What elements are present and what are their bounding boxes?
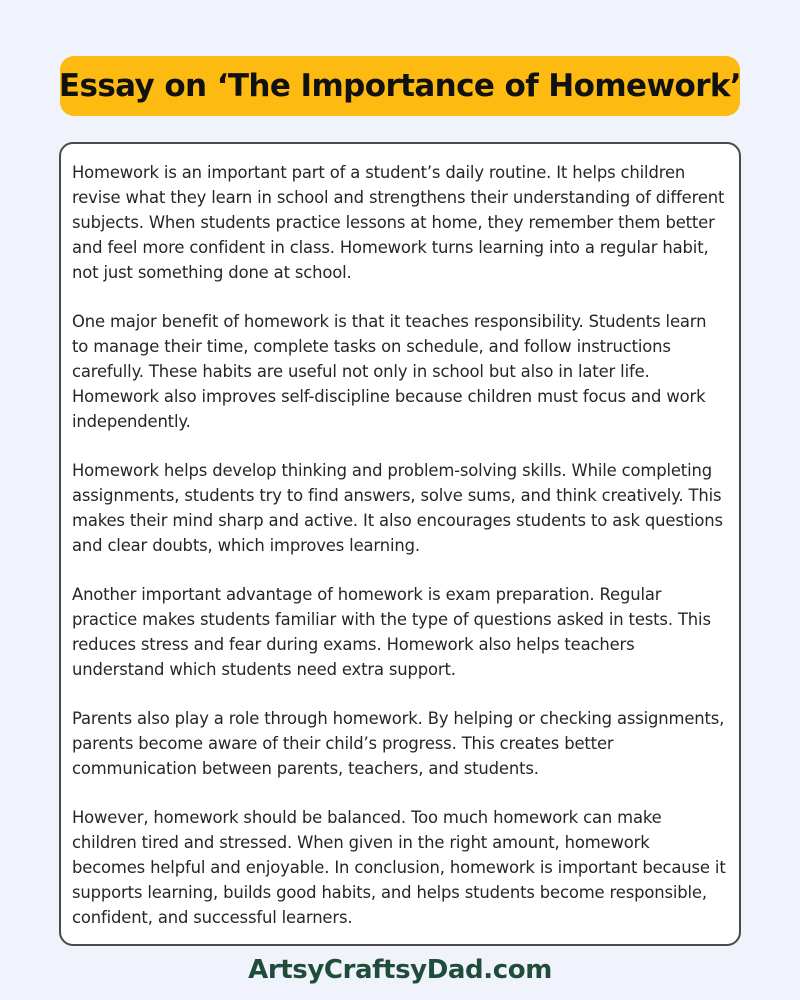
footer-brand: ArtsyCraftsyDad.com [248,955,552,985]
essay-paragraph-4: Another important advantage of homework is exam preparation. Regular practice makes students familiar with the type of questions asked in tests. This reduces stress and fear during exams. Homework also helps teachers understand which students need extra support. [72,585,711,679]
title-banner [60,56,740,116]
essay-paragraph-5: Parents also play a role through homework. By helping or checking assignments, parents become aware of their child’s progress. This creates better communication between parents, teachers, and students. [72,709,725,778]
essay-body [59,142,741,946]
essay-paragraph-6: However, homework should be balanced. Too much homework can make children tired and stressed. When given in the right amount, homework becomes helpful and enjoyable. In conclusion, homework is important because it supports learning, builds good habits, and helps students become responsible, confident, and successful learners. [72,808,726,927]
page-title: Essay on ‘The Importance of Homework’ [58,68,742,104]
essay-paragraph-2: One major benefit of homework is that it teaches responsibility. Students learn to manage their time, complete tasks on schedule, and follow instructions carefully. These habits are useful not only in school but also in later life. Homework also improves self-discipline because children must focus and work independently. [72,312,707,431]
essay-paragraph-3: Homework helps develop thinking and problem-solving skills. While completing assignments, students try to find answers, solve sums, and think creatively. This makes their mind sharp and active. It also encourages students to ask questions and clear doubts, which improves learning. [72,461,723,555]
essay-paragraph-1: Homework is an important part of a student’s daily routine. It helps children revise what they learn in school and strengthens their understanding of different subjects. When students practice lessons at home, they remember them better and feel more confident in class. Homework turns learning into a regular habit, not just something done at school. [72,163,725,282]
